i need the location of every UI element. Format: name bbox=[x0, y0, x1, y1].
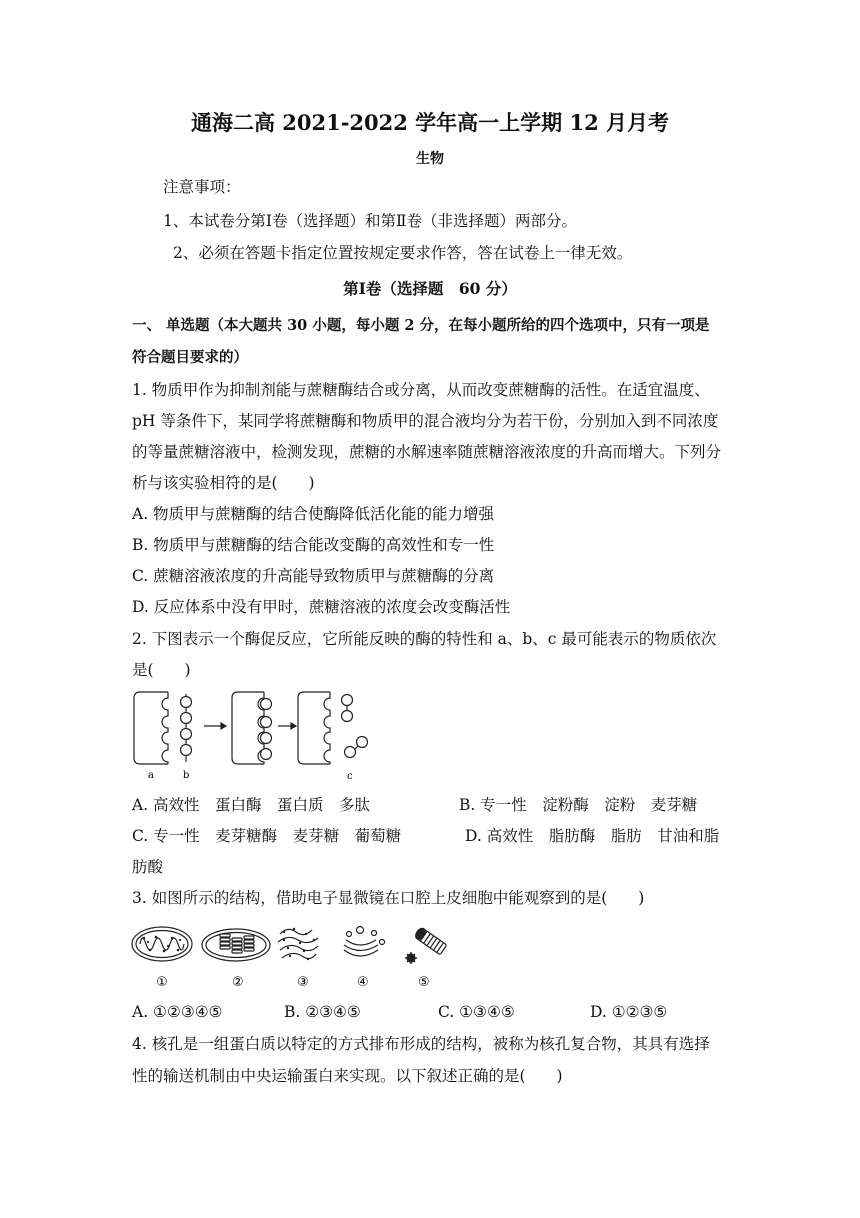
q3-line: 3. 如图所示的结构，借助电子显微镜在口腔上皮细胞中能观察到的是( ) bbox=[132, 889, 645, 907]
q3-option-c: C. ①③④⑤ bbox=[438, 1003, 515, 1021]
q1-option-a: A. 物质甲与蔗糖酶的结合使酶降低活化能的能力增强 bbox=[132, 505, 495, 523]
section-instruction-line-2: 符合题目要求的） bbox=[132, 349, 248, 366]
subject-label: 生物 bbox=[416, 151, 444, 167]
q3-option-a: A. ①②③④⑤ bbox=[132, 1003, 223, 1021]
centriole-icon bbox=[405, 927, 447, 964]
q3-option-b: B. ②③④⑤ bbox=[284, 1003, 361, 1021]
notice-item-1: 1、本试卷分第Ⅰ卷（选择题）和第Ⅱ卷（非选择题）两部分。 bbox=[163, 212, 578, 230]
figure-label-2: ② bbox=[232, 975, 244, 990]
q2-enzyme-figure bbox=[128, 688, 388, 784]
mitochondrion-icon bbox=[132, 927, 192, 961]
q1-line-1: 1. 物质甲作为抑制剂能与蔗糖酶结合或分离，从而改变蔗糖酶的活性。在适宜温度、 bbox=[132, 381, 710, 399]
figure-label-3: ③ bbox=[297, 975, 309, 990]
q2-line-2: 是( ) bbox=[132, 661, 191, 679]
q2-line-1: 2. 下图表示一个酶促反应，它所能反映的酶的特性和 a、b、c 最可能表示的物质依次 bbox=[132, 630, 717, 648]
q2-option-b: B. 专一性 淀粉酶 淀粉 麦芽糖 bbox=[459, 796, 698, 814]
figure-label-5: ⑤ bbox=[418, 975, 430, 990]
q1-option-d: D. 反应体系中没有甲时，蔗糖溶液的浓度会改变酶活性 bbox=[132, 598, 511, 616]
notice-heading: 注意事项： bbox=[163, 178, 241, 196]
label-a: a bbox=[148, 770, 154, 781]
q2-option-a: A. 高效性 蛋白酶 蛋白质 多肽 bbox=[132, 796, 371, 814]
endoplasmic-reticulum-icon bbox=[278, 928, 318, 960]
q1-option-b: B. 物质甲与蔗糖酶的结合能改变酶的高效性和专一性 bbox=[132, 536, 495, 554]
exam-title: 通海二高 2021-2022 学年高一上学期 12 月月考 bbox=[190, 110, 670, 135]
figure-label-4: ④ bbox=[357, 975, 369, 990]
section-title: 第Ⅰ卷（选择题 60 分） bbox=[343, 279, 517, 298]
q3-organelle-figure bbox=[128, 920, 458, 992]
label-b: b bbox=[183, 770, 190, 781]
q1-line-4: 析与该实验相符的是( ) bbox=[132, 474, 315, 492]
q2-option-c: C. 专一性 麦芽糖酶 麦芽糖 葡萄糖 bbox=[132, 827, 402, 845]
q3-option-d: D. ①②③⑤ bbox=[590, 1003, 668, 1021]
q1-line-3: 的等量蔗糖溶液中，检测发现，蔗糖的水解速率随蔗糖溶液浓度的升高而增大。下列分 bbox=[132, 443, 722, 461]
q4-line-2: 性的输送机制由中央运输蛋白来实现。以下叙述正确的是( ) bbox=[132, 1067, 563, 1085]
section-instruction-line-1: 一、 单选题（本大题共 30 小题，每小题 2 分，在每小题所给的四个选项中，只有一项是 bbox=[132, 317, 710, 334]
notice-item-2: 2、必须在答题卡指定位置按规定要求作答，答在试卷上一律无效。 bbox=[173, 244, 633, 262]
q4-line-1: 4. 核孔是一组蛋白质以特定的方式排布形成的结构，被称为核孔复合物，其具有选择 bbox=[132, 1035, 710, 1053]
q2-option-d: D. 高效性 脂肪酶 脂肪 甘油和脂 bbox=[465, 827, 720, 845]
q1-line-2: pH 等条件下，某同学将蔗糖酶和物质甲的混合液均分为若干份，分别加入到不同浓度 bbox=[132, 412, 719, 430]
label-c: c bbox=[347, 771, 353, 782]
chloroplast-icon bbox=[202, 929, 270, 961]
q2-option-d-continued: 肪酸 bbox=[132, 858, 164, 876]
figure-label-1: ① bbox=[156, 975, 168, 990]
q1-option-c: C. 蔗糖溶液浓度的升高能导致物质甲与蔗糖酶的分离 bbox=[132, 567, 495, 585]
golgi-apparatus-icon bbox=[344, 927, 385, 957]
